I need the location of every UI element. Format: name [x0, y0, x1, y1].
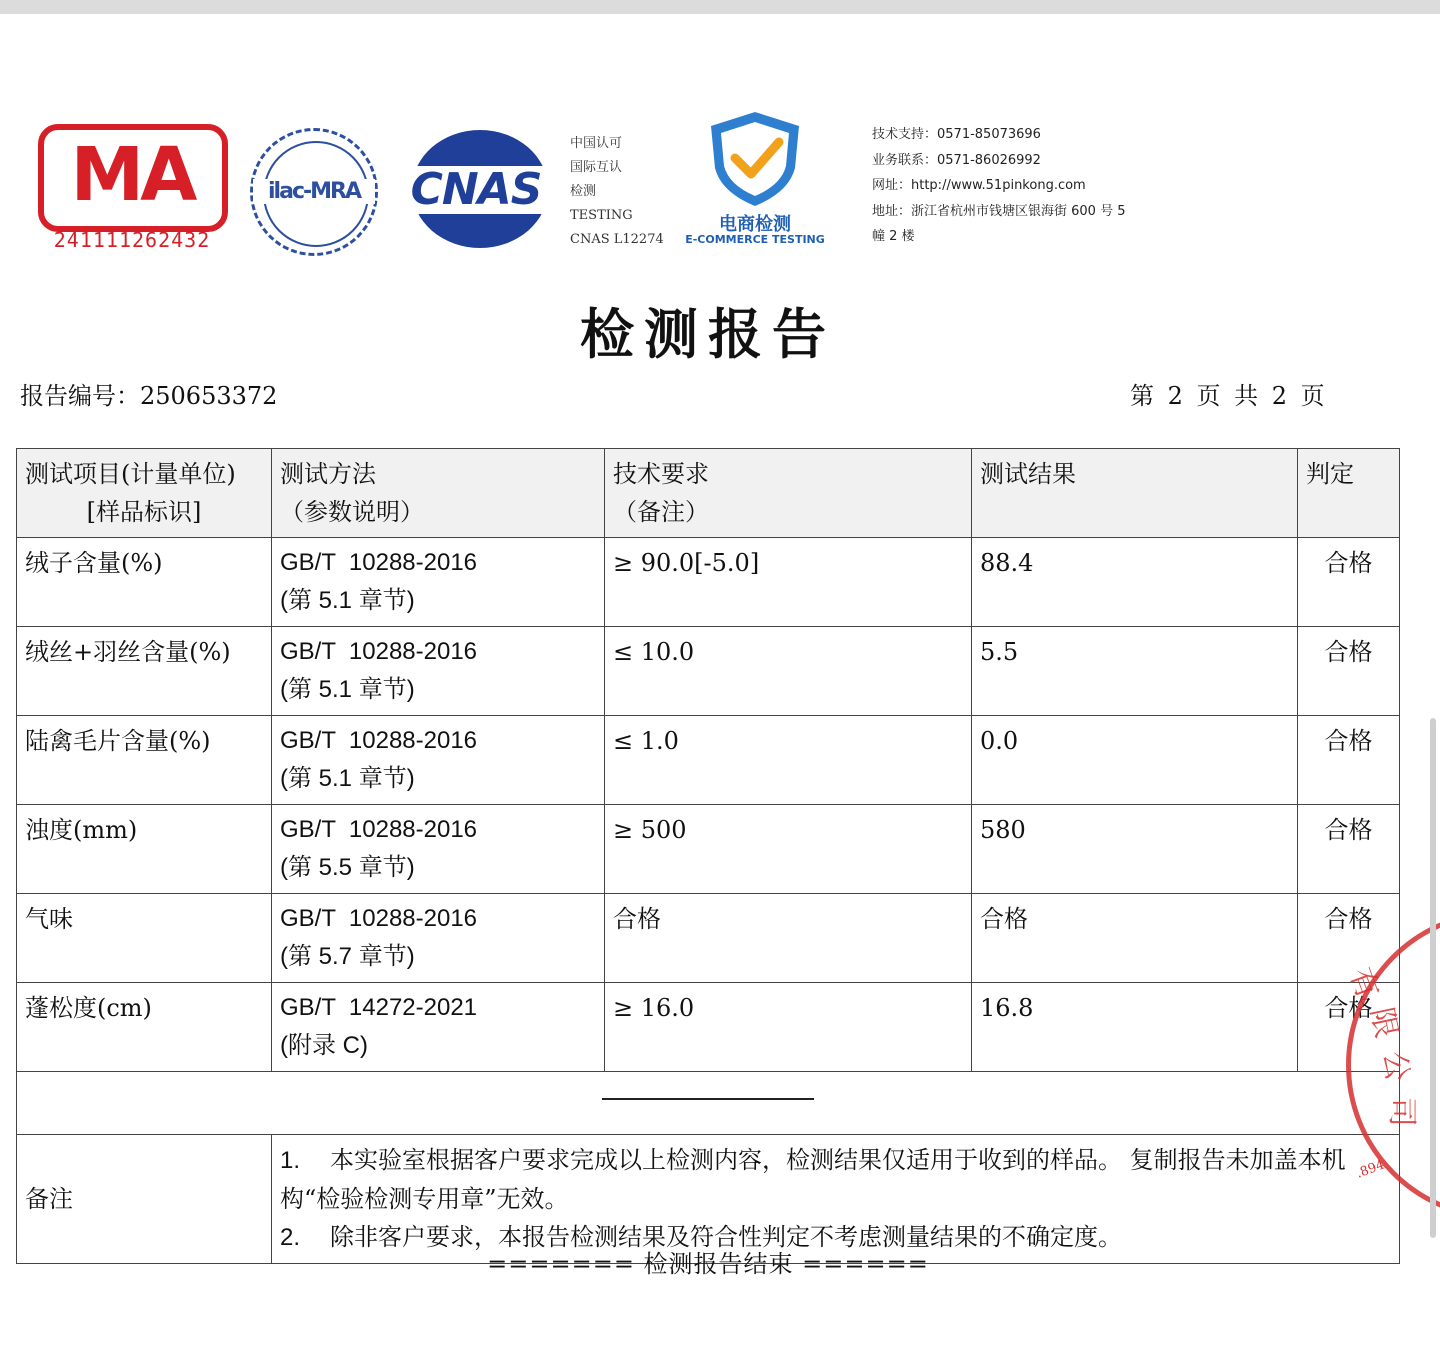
cma-logo-text: MA	[70, 132, 194, 218]
header-line: 测试方法	[280, 460, 376, 488]
header-line: （参数说明）	[280, 498, 424, 526]
cell-requirement: ≥ 16.0	[605, 983, 972, 1072]
header-line: 技术要求	[613, 460, 709, 488]
cell-judgement: 合格	[1298, 894, 1400, 983]
header-line: 判定	[1306, 460, 1354, 488]
cnas-note-line: 检测	[570, 184, 597, 199]
method-standard: GB/T 10288-2016	[280, 816, 478, 843]
cell-judgement: 合格	[1298, 716, 1400, 805]
table-row	[17, 627, 1400, 716]
method-standard: GB/T 10288-2016	[280, 638, 478, 665]
contact-info	[872, 122, 1192, 250]
header-logos	[0, 0, 1440, 290]
table-row	[17, 983, 1400, 1072]
cell-result: 88.4	[972, 538, 1298, 627]
ilac-logo-text: ilac-MRA	[253, 179, 375, 204]
ilac-mra-logo	[250, 128, 378, 256]
cnas-note-line: 国际互认	[570, 160, 623, 175]
cell-item: 绒子含量(%)	[17, 538, 272, 627]
page-indicator: 第 2 页 共 2 页	[1130, 382, 1325, 410]
separator-cell	[17, 1072, 1400, 1135]
contact-line: 网址：http://www.51pinkong.com	[872, 178, 1086, 193]
contact-line: 地址：浙江省杭州市钱塘区银海街 600 号 5	[872, 203, 1126, 219]
table-row	[17, 805, 1400, 894]
cell-judgement: 合格	[1298, 805, 1400, 894]
report-end-marker: ======= 检测报告结束 ======	[487, 1250, 929, 1278]
note-item	[280, 1141, 1391, 1218]
header-judgement	[1298, 449, 1400, 538]
report-title: 检测报告	[580, 302, 836, 366]
cell-item: 浊度(mm)	[17, 805, 272, 894]
cell-method	[272, 805, 605, 894]
cell-method	[272, 627, 605, 716]
method-standard: GB/T 10288-2016	[280, 727, 478, 754]
contact-line: 技术支持：0571-85073696	[872, 127, 1041, 142]
cell-result: 0.0	[972, 716, 1298, 805]
separator-row	[17, 1072, 1400, 1135]
header-test-item	[17, 449, 272, 538]
test-results-table	[16, 448, 1400, 1264]
cell-requirement: ≥ 90.0[-5.0]	[605, 538, 972, 627]
cell-requirement: ≥ 500	[605, 805, 972, 894]
cell-item: 绒丝+羽丝含量(%)	[17, 627, 272, 716]
shield-check-icon	[695, 108, 815, 208]
seal-character: 限	[1363, 1004, 1404, 1042]
method-section: (第 5.7 章节)	[280, 943, 415, 970]
cell-item: 气味	[17, 894, 272, 983]
method-section: (第 5.1 章节)	[280, 676, 415, 703]
cell-method	[272, 894, 605, 983]
report-number: 报告编号：250653372	[20, 382, 278, 410]
seal-number: .894	[1354, 1157, 1387, 1182]
cnas-note-line: TESTING	[570, 208, 633, 223]
header-line: [样品标识]	[86, 498, 202, 526]
cell-result: 合格	[972, 894, 1298, 983]
method-section: (第 5.1 章节)	[280, 587, 415, 614]
cell-method	[272, 716, 605, 805]
cma-logo	[34, 120, 230, 255]
seal-character: 司	[1384, 1097, 1419, 1127]
ecommerce-testing-logo	[680, 108, 830, 250]
cnas-note-line: CNAS L12274	[570, 232, 664, 247]
header-line: 测试项目(计量单位)	[25, 460, 236, 488]
note-text: 除非客户要求，本报告检测结果及符合性判定不考虑测量结果的不确定度。	[330, 1223, 1122, 1251]
method-standard: GB/T 10288-2016	[280, 905, 478, 932]
header-requirement	[605, 449, 972, 538]
header-result	[972, 449, 1298, 538]
header-line: （备注）	[613, 498, 709, 526]
table-row	[17, 894, 1400, 983]
cnas-note-line: 中国认可	[570, 136, 623, 151]
ecommerce-logo-cn: 电商检测	[719, 214, 791, 235]
method-standard: GB/T 10288-2016	[280, 549, 478, 576]
table-row	[17, 716, 1400, 805]
note-number: 1.	[280, 1147, 301, 1174]
seal-character: 有	[1342, 963, 1386, 1004]
cell-item: 陆禽毛片含量(%)	[17, 716, 272, 805]
contact-line: 业务联系：0571-86026992	[872, 152, 1041, 168]
cell-requirement: ≤ 10.0	[605, 627, 972, 716]
table-row	[17, 538, 1400, 627]
cma-number: 241111262432	[53, 228, 211, 252]
note-number: 2.	[280, 1224, 301, 1251]
method-section: (附录 C)	[280, 1032, 368, 1059]
method-section: (第 5.1 章节)	[280, 765, 415, 792]
cnas-accreditation-note	[570, 132, 680, 252]
method-standard: GB/T 14272-2021	[280, 994, 478, 1021]
cell-result: 5.5	[972, 627, 1298, 716]
cell-judgement: 合格	[1298, 627, 1400, 716]
cell-result: 580	[972, 805, 1298, 894]
cnas-logo	[396, 130, 556, 248]
cnas-logo-text: CNAS	[396, 166, 556, 214]
contact-line: 幢 2 楼	[872, 229, 915, 244]
cell-requirement: 合格	[605, 894, 972, 983]
cell-judgement: 合格	[1298, 983, 1400, 1072]
cell-requirement: ≤ 1.0	[605, 716, 972, 805]
header-line: 测试结果	[980, 460, 1076, 488]
method-section: (第 5.5 章节)	[280, 854, 415, 881]
cell-judgement: 合格	[1298, 538, 1400, 627]
ecommerce-logo-en: E-COMMERCE TESTING	[685, 233, 825, 246]
cell-method	[272, 983, 605, 1072]
header-test-method	[272, 449, 605, 538]
cell-result: 16.8	[972, 983, 1298, 1072]
cell-item: 蓬松度(cm)	[17, 983, 272, 1072]
cell-method	[272, 538, 605, 627]
note-text: 本实验室根据客户要求完成以上检测内容，检测结果仅适用于收到的样品。 复制报告未加盖本机构“检验检测专用章”无效。	[280, 1146, 1346, 1213]
table-header-row	[17, 449, 1400, 538]
separator-line	[602, 1098, 814, 1100]
notes-label: 备注	[17, 1135, 272, 1264]
scrollbar[interactable]	[1430, 718, 1436, 1238]
seal-character: 公	[1376, 1049, 1415, 1084]
